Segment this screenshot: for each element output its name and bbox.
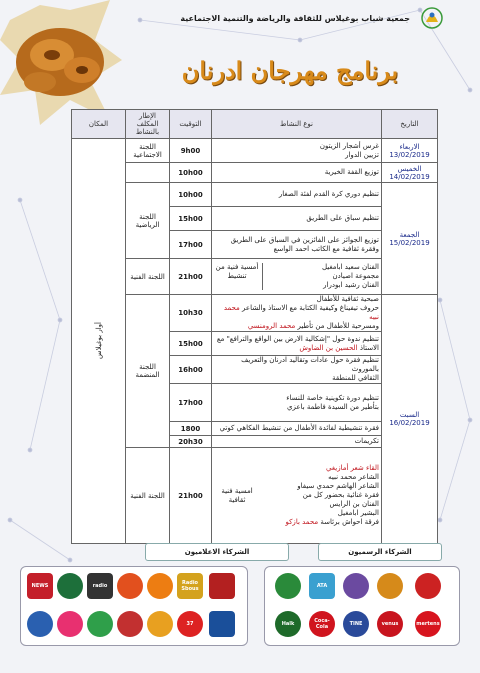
media-logo-icon: [147, 611, 173, 637]
media-logo-icon: [87, 611, 113, 637]
activity-cell: توزيع القفة الخيرية: [212, 163, 382, 183]
activity-heading: القاء شعر أمازيغي: [326, 464, 379, 472]
date-cell: الخميس 14/02/2019: [382, 163, 438, 183]
media-partners-title: الشركاء الاعلاميون: [145, 543, 289, 561]
time-cell: 16h00: [170, 356, 212, 384]
frame-cell: اللجنة الفنية: [126, 448, 170, 544]
organization-name: جمعية شباب بوغيلاس للثقافة والرياضة والتنمية الاجتماعية: [180, 14, 410, 23]
header-activity: نوع النشاط: [212, 110, 382, 139]
activity-cell: [212, 448, 382, 544]
news-logo-icon: NEWS: [27, 573, 53, 599]
place-cell: [72, 139, 126, 544]
time-cell: 17h00: [170, 384, 212, 422]
header-frame: الإطار المكلف بالنشاط: [126, 110, 170, 139]
media-logo-icon: [57, 611, 83, 637]
time-cell: 21h00: [170, 259, 212, 295]
activity-line: الشاعر الهاشم حمدي سيفاو: [297, 482, 379, 490]
activity-cell: [212, 231, 382, 259]
table-header-row: [72, 110, 438, 139]
activity-line: تنظيم فقرة حول عادات وتقاليد ادرنان والتعريف بالموروث: [241, 356, 379, 373]
activity-line: [214, 344, 379, 353]
channel-37-logo-icon: 37: [177, 611, 203, 637]
time-cell: 10h00: [170, 183, 212, 207]
activity-line: فقرة غنائية بحضور كل من: [302, 491, 379, 499]
highlight-name: محمد بازكو: [285, 518, 319, 526]
activity-text: فرقة احواش برئاسة: [320, 518, 379, 526]
activity-cell: [212, 384, 382, 422]
activity-line: بتأطير من السيدة فاطمة باعزي: [287, 402, 379, 411]
media-logo-icon: [117, 611, 143, 637]
activity-line: وفقرة ثقافية مع الكاتب احمد الواسع: [273, 244, 379, 253]
table-row: [72, 295, 438, 332]
activity-cell: تنظيم سباق على الطريق: [212, 207, 382, 231]
time-cell: 21h00: [170, 448, 212, 544]
media-logo-icon: [209, 573, 235, 599]
activity-text: ومسرحية للأطفال من تأطير: [297, 322, 379, 330]
activity-line: مجموعة اصيادن: [332, 272, 379, 280]
activity-text: الاستاذ: [359, 343, 379, 352]
official-logo-icon: [415, 573, 441, 599]
activity-line: صبحية ثقافية للأطفال: [316, 295, 379, 303]
evening-label: أمسية فنية من تنشيط: [214, 263, 263, 290]
highlight-name: الحسين بن الضاوش: [299, 343, 358, 352]
time-cell: 9h00: [170, 139, 212, 163]
evening-label: امسية فنية ثقافية: [221, 486, 253, 504]
official-partners-box: [264, 566, 460, 646]
activity-cell: [212, 139, 382, 163]
official-logo-icon: [343, 573, 369, 599]
page-title: برنامج مهرجان ادرنان: [181, 56, 399, 85]
time-cell: 17h00: [170, 231, 212, 259]
activity-line: توزيع الجوائز على الفائزين في السباق على الطريق: [230, 235, 379, 244]
highlight-name: محمد نبيه: [223, 304, 379, 321]
header-date: التاريخ: [382, 110, 438, 139]
activity-cell: [212, 332, 382, 356]
time-cell: 10h00: [170, 163, 212, 183]
time-cell: 10h30: [170, 295, 212, 332]
media-logo-icon: [57, 573, 83, 599]
time-cell: 15h00: [170, 332, 212, 356]
frame-cell: اللجنة الفنية: [126, 259, 170, 295]
program-table: [71, 109, 438, 544]
table-row: [72, 163, 438, 183]
frame-cell: اللجنة الرياضية: [126, 183, 170, 259]
ata-logo-icon: ATA: [309, 573, 335, 599]
activity-line: الفنان بن الرايس: [329, 500, 379, 508]
place-main: أوار بوغيلاس: [94, 321, 103, 359]
media-logo-icon: [209, 611, 235, 637]
coca-cola-logo-icon: Coca-Cola: [309, 611, 335, 637]
activity-line: الفنان رشيد ابودرار: [323, 281, 379, 289]
mertens-logo-icon: mertens: [415, 611, 441, 637]
activity-line: غرس أشجار الزيتون: [319, 141, 379, 150]
activity-line: [285, 518, 379, 527]
organization-logo-icon: [418, 6, 446, 30]
activity-cell: [212, 295, 382, 332]
activity-line: البشير ابامغيل: [337, 509, 379, 517]
activity-cell: [212, 356, 382, 384]
activity-line: تنظيم دورة تكوينية خاصة للنساء: [286, 393, 379, 402]
activity-cell: تنظيم دوري كرة القدم لفئة الصغار: [212, 183, 382, 207]
media-logo-icon: [27, 611, 53, 637]
activity-line: [214, 304, 379, 322]
activity-cell: [212, 259, 382, 295]
time-cell: 1800: [170, 422, 212, 436]
official-partners-title: الشركاء الرسميون: [318, 543, 442, 561]
frame-cell: اللجنة الاجتماعية: [126, 139, 170, 163]
activity-cell: تكريمات: [212, 436, 382, 448]
date-cell: الجمعة 15/02/2019: [382, 183, 438, 295]
time-cell: 20h30: [170, 436, 212, 448]
header-place: المكان: [72, 110, 126, 139]
header: [140, 6, 470, 30]
official-logo-icon: [275, 573, 301, 599]
highlight-name: محمد الرومنسي: [247, 322, 296, 330]
activity-line: تزيين الدوار: [345, 150, 379, 159]
activity-cell: فقرة تنشيطية لفائدة الأطفال من تنشيط الفكاهي كوتي: [212, 422, 382, 436]
header-time: التوقيت: [170, 110, 212, 139]
activity-line: الشاعر محمد نبيه: [328, 473, 379, 481]
halk-logo-icon: Halk: [275, 611, 301, 637]
media-partners-box: [20, 566, 248, 646]
media-logo-icon: [117, 573, 143, 599]
table-row: [72, 183, 438, 207]
radio-sbous-logo-icon: Radio Sbous: [177, 573, 203, 599]
venus-logo-icon: venus: [377, 611, 403, 637]
date-cell: السبت 16/02/2019: [382, 295, 438, 544]
date-cell: الاربعاء 13/02/2019: [382, 139, 438, 163]
time-cell: 15h00: [170, 207, 212, 231]
activity-text: حروف تيفيناغ وكيفية الكتابة مع الاستاذ والشاعر: [242, 304, 379, 312]
radio-logo-icon: radio: [87, 573, 113, 599]
table-row: [72, 139, 438, 163]
official-logo-icon: [377, 573, 403, 599]
frame-cell: اللجنة المنضمة: [126, 295, 170, 448]
activity-line: الثقافي للمنطقة: [332, 374, 379, 382]
tine-logo-icon: TINE: [343, 611, 369, 637]
activity-line: تنظيم ندوة حول "إشكالية الارض بين الواقع والترافع" مع: [216, 334, 379, 343]
frame-cell: [126, 163, 170, 183]
activity-line: الفنان سعيد ابامغيل: [321, 263, 379, 271]
activity-line: [214, 322, 379, 331]
media-logo-icon: [147, 573, 173, 599]
